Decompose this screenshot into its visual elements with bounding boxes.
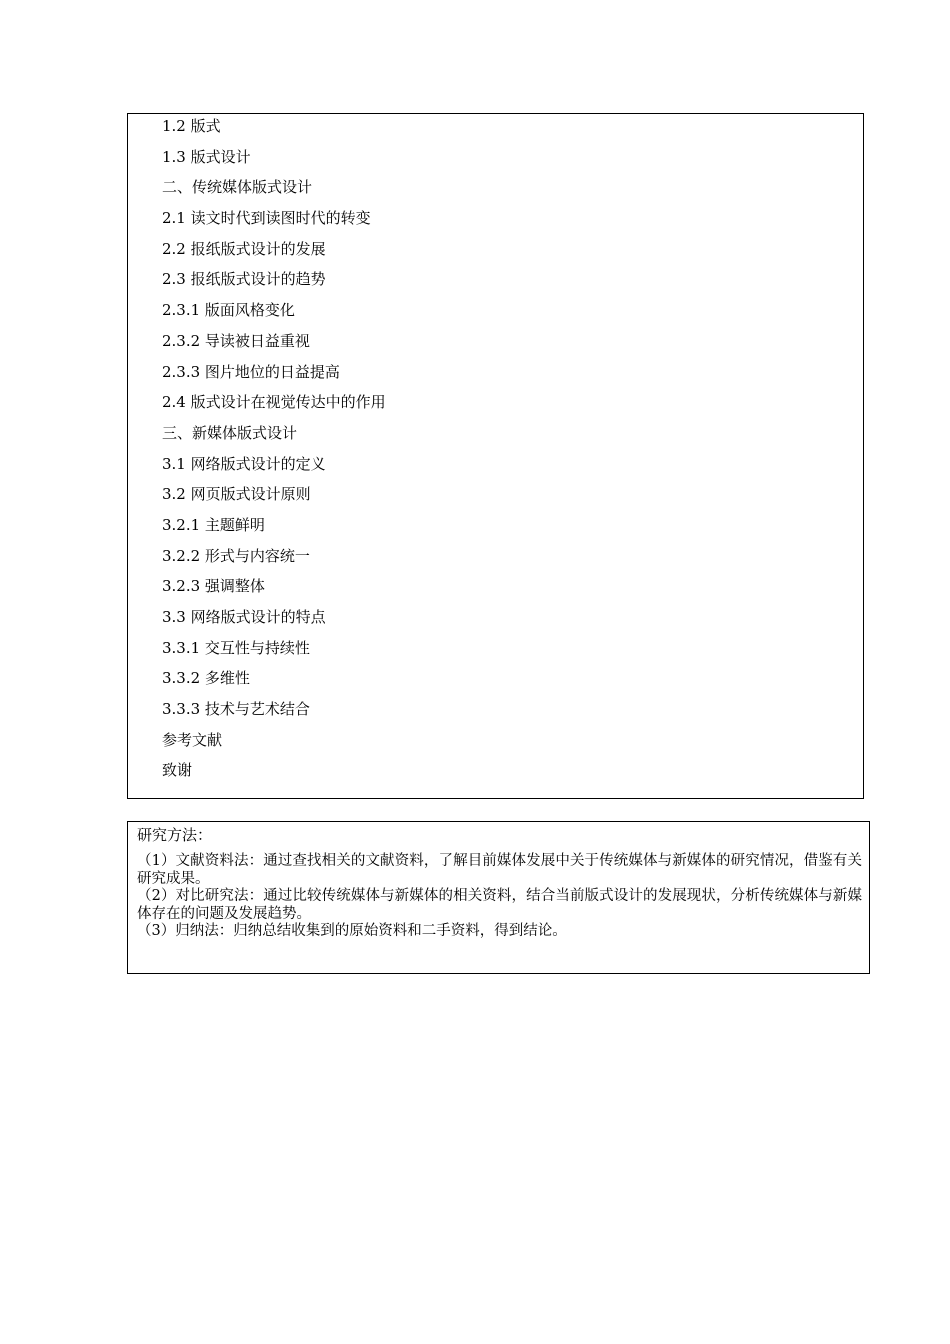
outline-list [162,115,386,790]
outline-item: 2.3 报纸版式设计的趋势 [162,270,326,289]
outline-item: 3.3.1 交互性与持续性 [162,638,310,657]
outline-item: 2.2 报纸版式设计的发展 [162,239,326,258]
research-methods-section [127,821,870,974]
outline-section [127,113,864,799]
outline-item: 3.2.1 主题鲜明 [162,515,265,534]
outline-item: 3.2 网页版式设计原则 [162,485,311,504]
outline-item: 参考文献 [162,730,223,749]
outline-item: 2.4 版式设计在视觉传达中的作用 [162,393,386,412]
outline-item: 二、传统媒体版式设计 [162,178,313,197]
outline-item: 2.3.3 图片地位的日益提高 [162,362,340,381]
outline-item: 三、新媒体版式设计 [162,423,298,442]
outline-item: 致谢 [162,761,193,780]
outline-item: 3.3 网络版式设计的特点 [162,608,326,626]
research-methods-body [137,853,862,941]
method-paragraph: （3）归纳法：归纳总结收集到的原始资料和二手资料，得到结论。 [137,923,567,939]
outline-item: 2.1 读文时代到读图时代的转变 [162,209,371,228]
outline-item: 2.3.1 版面风格变化 [162,301,295,320]
outline-item: 3.2.3 强调整体 [162,577,265,596]
method-paragraph: （1）文献资料法：通过查找相关的文献资料，了解目前媒体发展中关于传统媒体与新媒体的研究情况，借鉴有关研究成果。 [137,853,862,887]
outline-item: 3.3.3 技术与艺术结合 [162,700,310,719]
outline-item: 3.1 网络版式设计的定义 [162,454,326,473]
method-paragraph: （2）对比研究法：通过比较传统媒体与新媒体的相关资料，结合当前版式设计的发展现状，分析传统媒体与新媒体存在的问题及发展趋势。 [137,888,862,922]
outline-item: 1.2 版式 [162,117,221,135]
outline-item: 1.3 版式设计 [162,147,251,166]
outline-item: 3.2.2 形式与内容统一 [162,546,310,565]
outline-item: 2.3.2 导读被日益重视 [162,331,310,350]
outline-item: 3.3.2 多维性 [162,669,250,688]
research-methods-heading: 研究方法： [137,826,213,844]
